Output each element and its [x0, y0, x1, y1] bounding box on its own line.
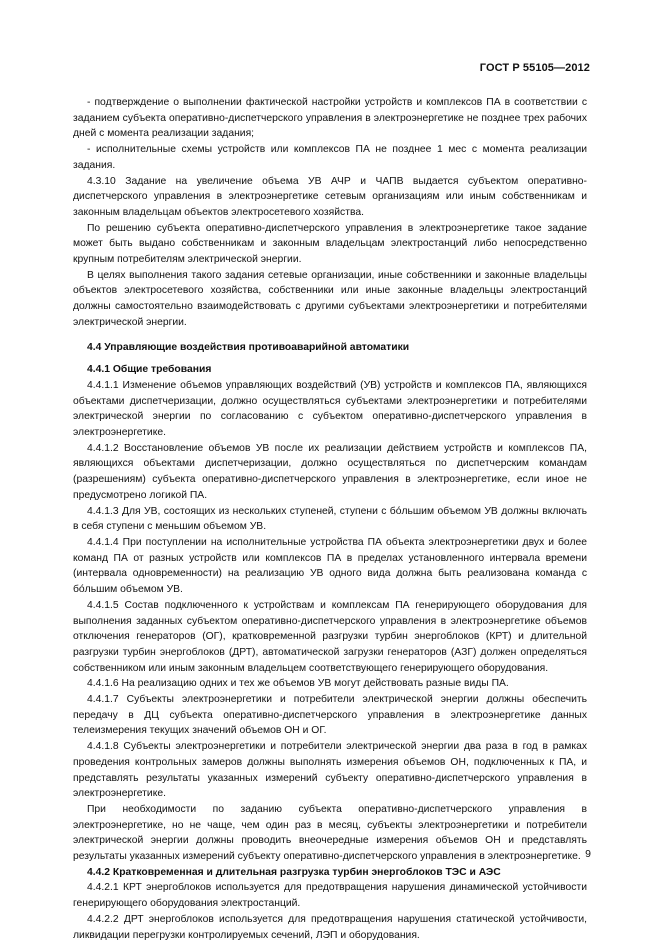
body-paragraph: 4.4.1.1 Изменение объемов управляющих воздействий (УВ) устройств и комплексов ПА, являющихся объектами диспетчеризации, должно осуществляться субъектами электроэнергетики и потребителями электрической энергии по согласованию с субъектом оперативно-диспетчерского управления в электроэнергетике.: [73, 379, 587, 439]
body-paragraph: В целях выполнения такого задания сетевые организации, иные собственники и законные владельцы объектов электросетевого хозяйства, собственники или иные законные владельцы электростанций должны самостоятельно взаимодействовать с другими субъектами электроэнергетики и потребителями электрической энергии.: [73, 269, 587, 328]
section-heading: 4.4.2 Кратковременная и длительная разгрузка турбин энергоблоков ТЭС и АЭС: [87, 866, 501, 878]
body-paragraph: 4.4.1.2 Восстановление объемов УВ после их реализации действием устройств и комплексов ПА, являющихся объектами диспетчеризации, должно осуществляться по диспетчерским командам (разрешениям) субъекта оперативно-диспетчерского управления в электроэнергетике, если иное не предусмотрено логикой ПА.: [73, 442, 587, 501]
body-paragraph: 4.4.1.6 На реализацию одних и тех же объемов УВ могут действовать разные виды ПА.: [87, 678, 509, 690]
body-paragraph: 4.4.2.2 ДРТ энергоблоков используется для предотвращения нарушения статической устойчивости, ликвидации перегрузки контролируемых сечений, ЛЭП и оборудования.: [73, 913, 587, 941]
body-paragraph: 4.4.1.8 Субъекты электроэнергетики и потребители электрической энергии два раза в год в рамках проведения контрольных замеров должны выполнять измерения объемов ОН, подключенных к ПА, и представлять результаты указанных измерений субъекту оперативно-диспетчерского управления в электроэнергетике.: [73, 741, 587, 800]
body-paragraph: 4.4.1.3 Для УВ, состоящих из нескольких ступеней, ступени с бо́льшим объемом УВ должны включать в себя ступени с меньшим объемом УВ.: [73, 505, 587, 533]
body-paragraph: По решению субъекта оперативно-диспетчерского управления в электроэнергетике такое задание может быть выдано собственникам и законным владельцам электростанций либо непосредственно крупным потребителям электрической энергии.: [73, 222, 587, 266]
section-heading: 4.4.1 Общие требования: [87, 364, 212, 376]
body-paragraph: - подтверждение о выполнении фактической настройки устройств и комплексов ПА в соответствии с заданием субъекта оперативно-диспетчерского управления в электроэнергетике не позднее трех рабочих дней с момента реализации задания;: [73, 97, 587, 140]
body-paragraph: - исполнительные схемы устройств или комплексов ПА не позднее 1 мес с момента реализации задания.: [73, 144, 587, 171]
body-paragraph: 4.4.1.7 Субъекты электроэнергетики и потребители электрической энергии должны обеспечить передачу в ДЦ субъекта оперативно-диспетчерского управления в электроэнергетике данных телеизмерения текущих значений объемов ОН и ОГ.: [73, 694, 587, 737]
body-paragraph: 4.4.1.4 При поступлении на исполнительные устройства ПА объекта электроэнергетики двух и более команд ПА от разных устройств или комплексов ПА в пределах установленного интервала времени (интервала одновременности) на реализацию УВ одного вида должна быть реализована команда с бо́льшим объемом УВ.: [73, 536, 587, 596]
body-paragraph: 4.4.1.5 Состав подключенного к устройствам и комплексам ПА генерирующего оборудования для выполнения заданных субъектом оперативно-диспетчерского управления в электроэнергетике объемов отключения генераторов (ОГ), кратковременной разгрузки турбин энергоблоков (КРТ) и длительной разгрузки турбин энергоблоков (ДРТ), автоматической загрузки генераторов (АЗГ) должен определяться собственником или иным законным владельцем соответствующего генерирующего оборудования.: [73, 599, 587, 674]
body-paragraph: 4.3.10 Задание на увеличение объема УВ АЧР и ЧАПВ выдается субъектом оперативно-диспетчерского управления в электроэнергетике сетевым организациям или иным собственникам и законным владельцам объектов электросетевого хозяйства.: [73, 175, 587, 218]
document-standard-number: ГОСТ Р 55105—2012: [479, 62, 590, 74]
body-paragraph: При необходимости по заданию субъекта оперативно-диспетчерского управления в электроэнергетике, но не чаще, чем один раз в месяц, субъекты электроэнергетики и потребители электрической энергии должны проводить внеочередные измерения объемов ОН и представлять результаты указанных измерений субъекту оперативно-диспетчерского управления в электроэнергетике.: [73, 803, 587, 863]
section-heading: 4.4 Управляющие воздействия противоаварийной автоматики: [87, 341, 410, 353]
page-number: 9: [585, 848, 591, 860]
body-paragraph: 4.4.2.1 КРТ энергоблоков используется для предотвращения нарушения динамической устойчивости генерирующего оборудования электростанций.: [73, 882, 587, 910]
document-body: [73, 95, 587, 943]
